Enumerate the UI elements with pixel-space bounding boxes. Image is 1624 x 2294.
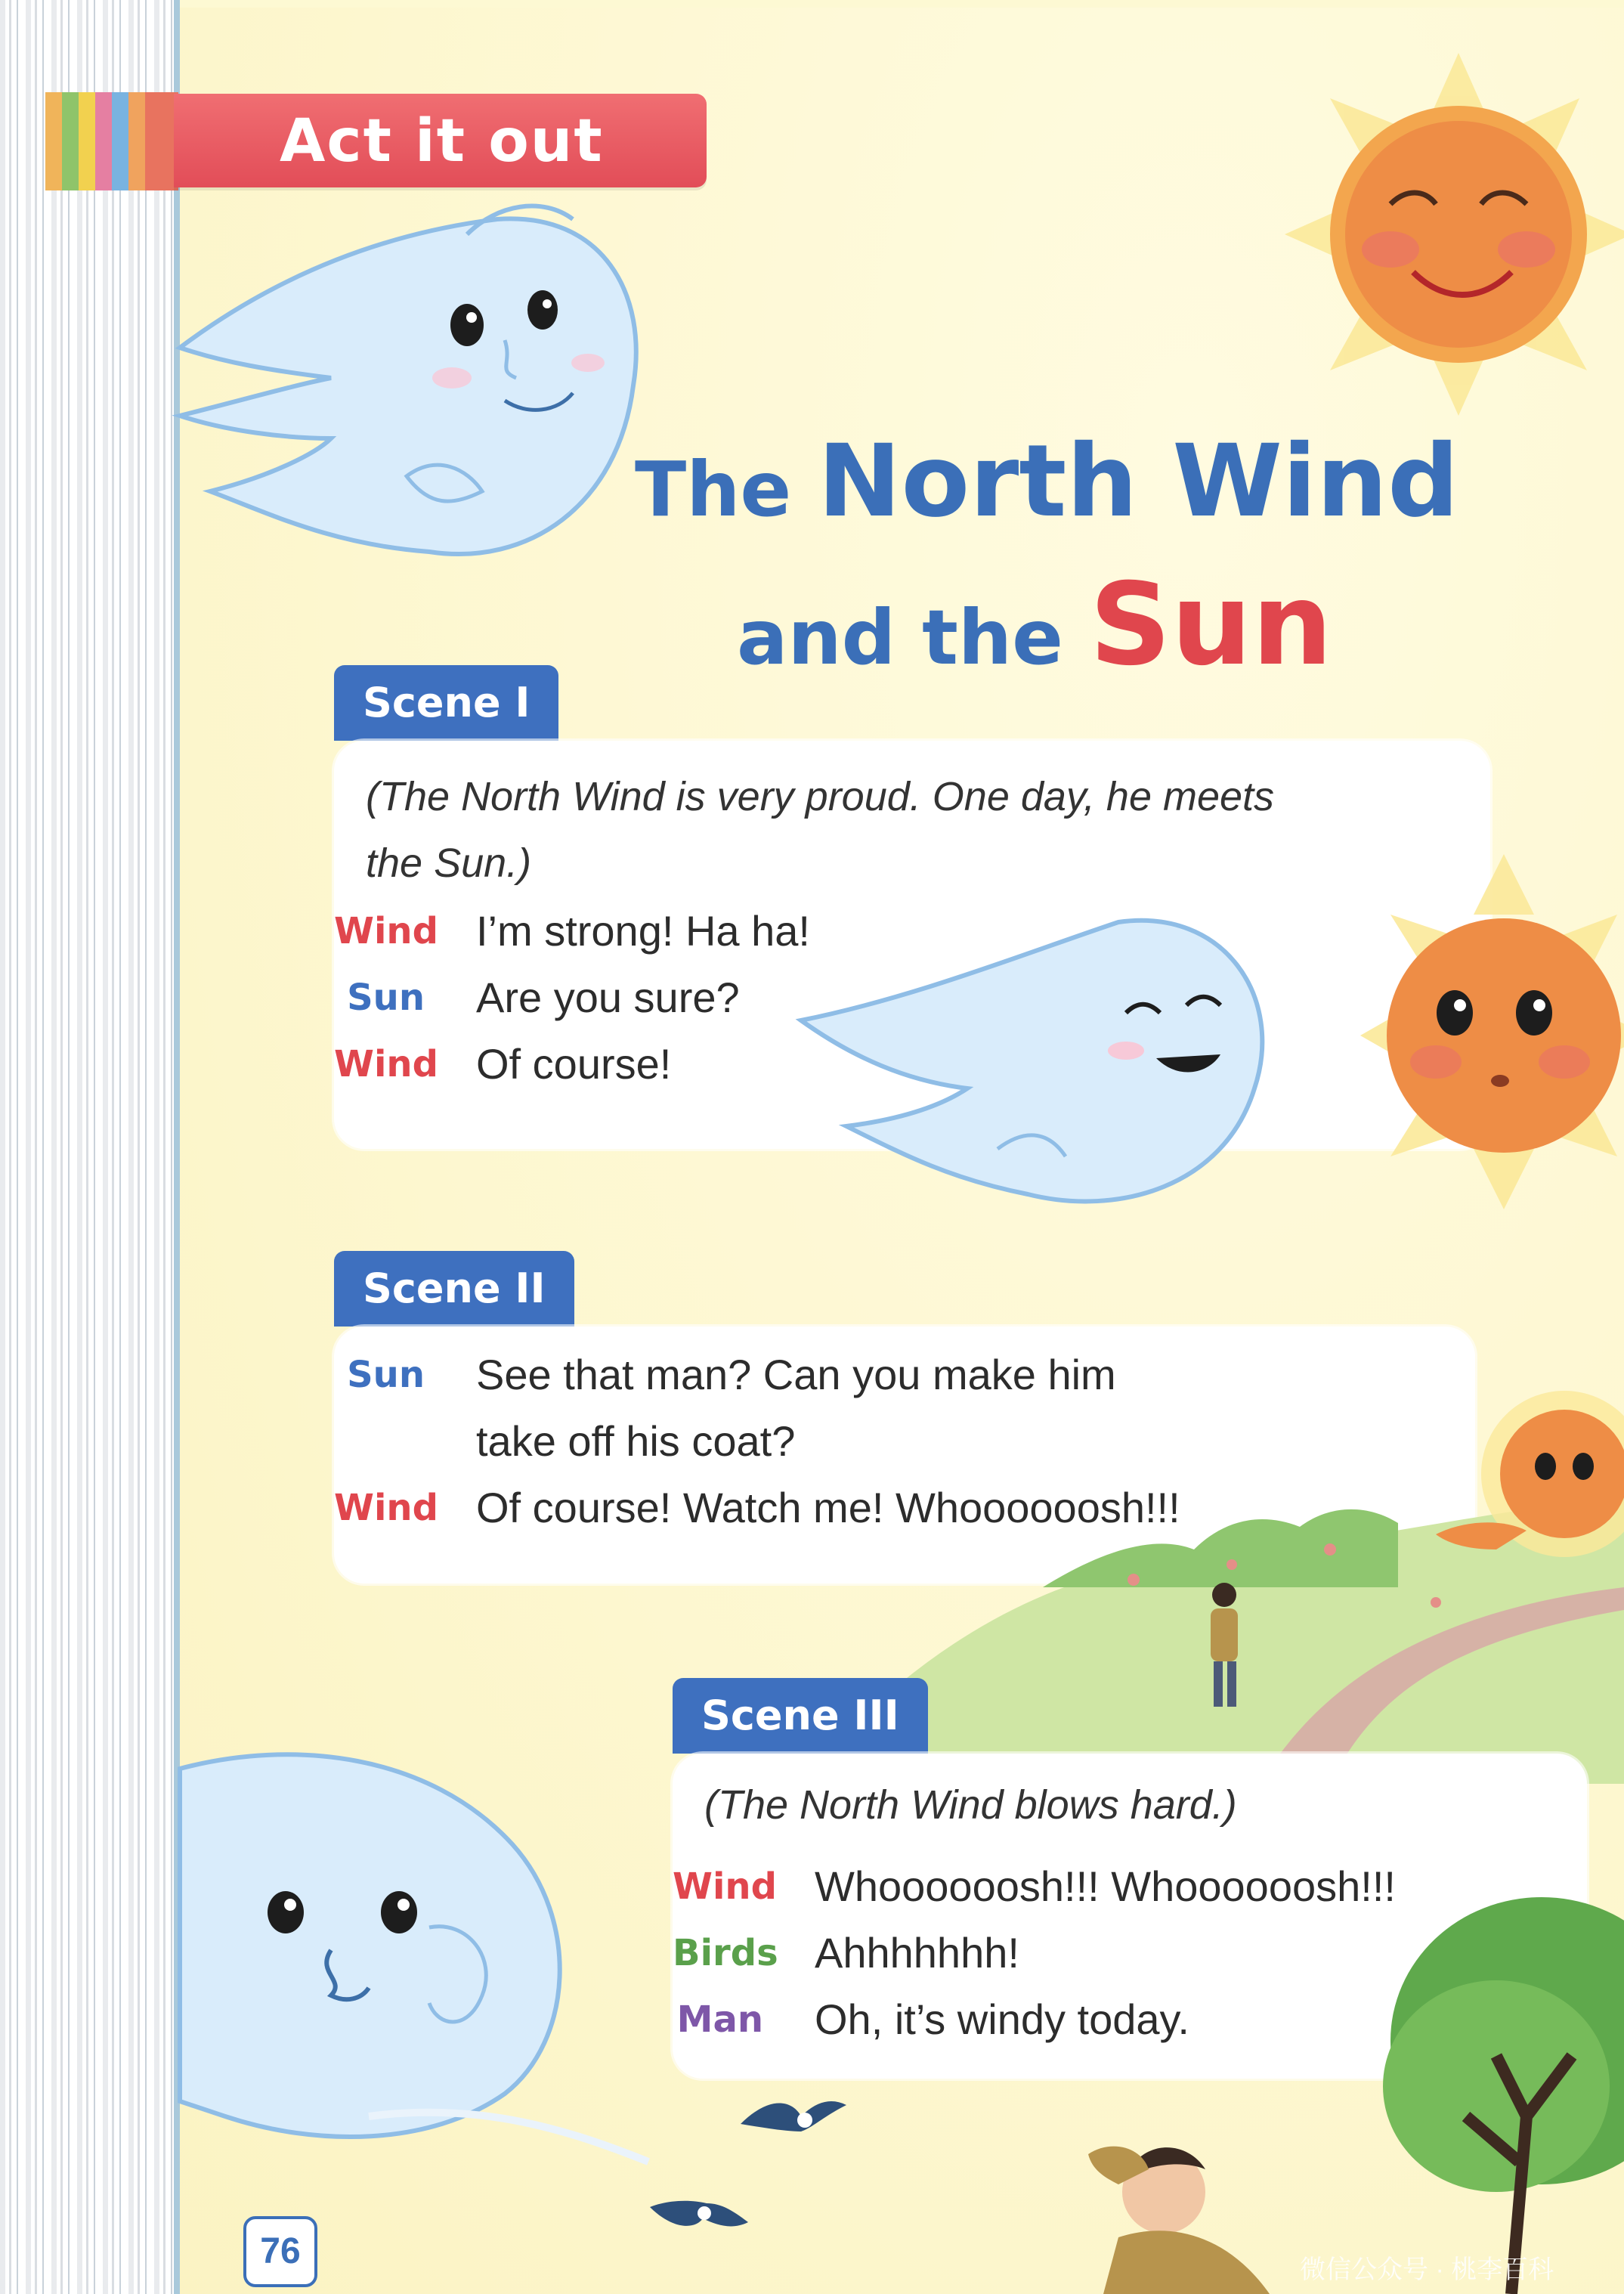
scene-3-label: Scene III	[701, 1692, 899, 1739]
scene-3-line-1: Whoooooosh!!! Whoooooosh!!!	[815, 1862, 1396, 1910]
scene-3-tab	[673, 1678, 928, 1754]
scene-1-label: Scene I	[363, 679, 531, 726]
scene-1-line-1: I’m strong! Ha ha!	[476, 907, 810, 955]
bird-icon	[741, 2086, 846, 2147]
scene-2-tab	[334, 1251, 574, 1327]
laughing-wind-icon	[801, 907, 1285, 1224]
scene-3-line-3: Oh, it’s windy today.	[815, 1995, 1189, 2043]
story-title-line-2	[737, 559, 1332, 691]
scene-1-line-2: Are you sure?	[476, 974, 740, 1021]
scene-1-line-3: Of course!	[476, 1040, 672, 1088]
page-number: 76	[243, 2216, 317, 2287]
tree-icon	[1345, 1890, 1624, 2294]
scene-1-speaker-2: Sun	[347, 977, 425, 1019]
scene-2-label: Scene II	[363, 1265, 546, 1312]
man-figure-icon	[1194, 1580, 1254, 1716]
title-sun: Sun	[1089, 559, 1333, 691]
scene-1-speaker-1: Wind	[334, 910, 438, 952]
scene-2-speaker-1: Sun	[347, 1354, 425, 1396]
bird-icon	[650, 2184, 748, 2245]
scene-3-speaker-1: Wind	[673, 1865, 777, 1908]
scene-3-speaker-3: Man	[676, 1998, 763, 2041]
blowing-wind-icon	[180, 1738, 648, 2162]
landscape-with-path-icon	[907, 1361, 1624, 1784]
scene-3-narration-line-1: (The North Wind blows hard.)	[704, 1782, 1237, 1828]
scene-1-narration-line-2: the Sun.)	[366, 841, 532, 886]
scene-3-line-2: Ahhhhhhh!	[815, 1929, 1019, 1977]
scene-2-line-1: See that man? Can you make him	[476, 1351, 1116, 1398]
wind-character-icon	[180, 189, 664, 582]
act-it-out-banner	[174, 94, 707, 187]
title-and-the: and the	[737, 593, 1090, 682]
banner-label: Act it out	[280, 107, 604, 175]
book-page-edges	[0, 0, 180, 2294]
title-the: The	[635, 445, 818, 534]
watermark: 微信公众号 · 桃李百科	[1300, 2255, 1554, 2284]
story-title-line-1	[635, 423, 1459, 540]
man-figure-icon	[1073, 2124, 1300, 2294]
scene-2-line-3: Of course! Watch me! Whoooooosh!!!	[476, 1484, 1180, 1531]
scene-3-speaker-2: Birds	[673, 1932, 778, 1974]
scene-2-speaker-3: Wind	[334, 1487, 438, 1529]
sun-character-icon	[1330, 854, 1624, 1209]
colored-page-tabs	[45, 92, 178, 190]
scene-1-narration-line-1: (The North Wind is very proud. One day, he meets	[366, 774, 1275, 819]
scene-1-speaker-3: Wind	[334, 1043, 438, 1085]
scene-1-tab	[334, 665, 558, 741]
sun-character-icon	[1285, 53, 1624, 416]
scene-2-line-2: take off his coat?	[476, 1417, 796, 1465]
title-north-wind: North Wind	[818, 423, 1459, 540]
